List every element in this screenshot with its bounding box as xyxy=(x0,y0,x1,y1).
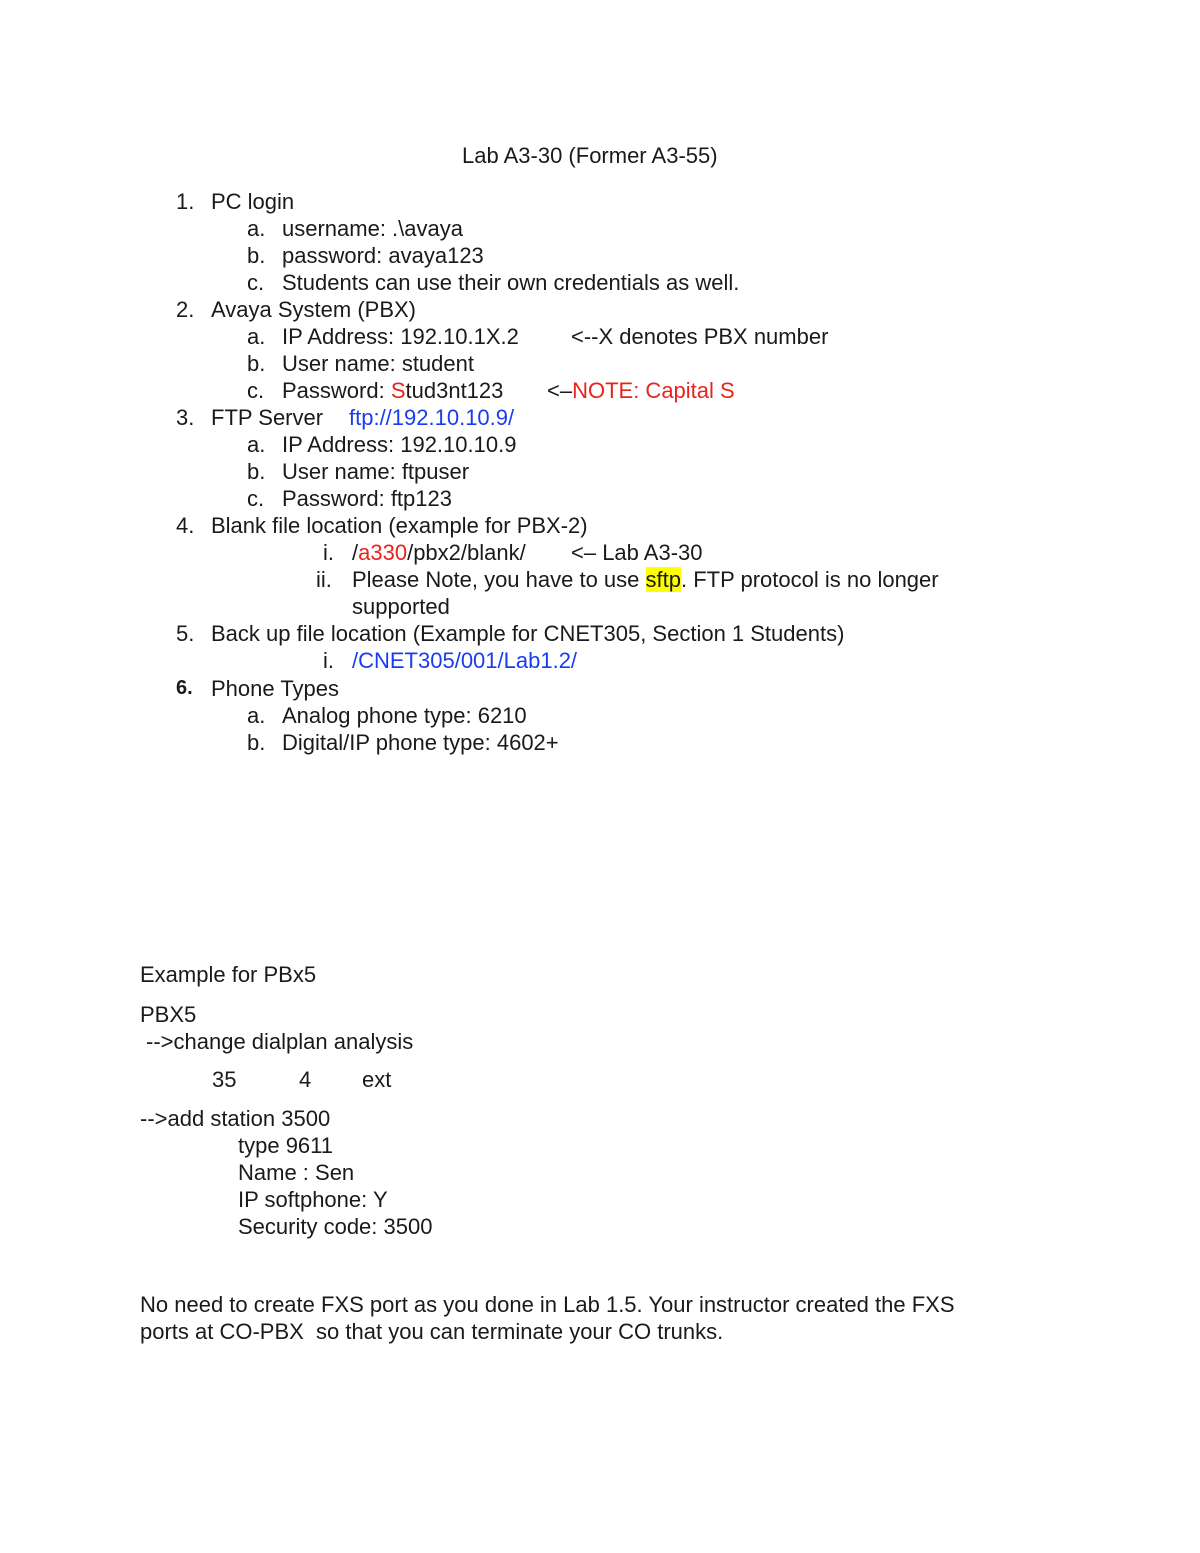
list-number-1: 1. xyxy=(176,189,195,214)
sub-letter-a: a. xyxy=(247,432,266,457)
pbx-password-capital-s: S xyxy=(390,378,406,403)
ftp-user-name: User name: ftpuser xyxy=(282,459,470,484)
sftp-note-pre: Please Note, you have to use xyxy=(352,567,646,592)
dialplan-col-2: 4 xyxy=(299,1067,312,1092)
sub-letter-b: b. xyxy=(247,730,266,755)
pc-password: password: avaya123 xyxy=(282,243,484,268)
digital-phone-type: Digital/IP phone type: 4602+ xyxy=(282,730,559,755)
item-pc-login: PC login xyxy=(211,189,295,214)
pc-username: username: .\avaya xyxy=(282,216,463,241)
list-number-2: 2. xyxy=(176,297,195,322)
list-number-4: 4. xyxy=(176,513,195,538)
example-heading: Example for PBx5 xyxy=(140,962,317,987)
path-rest: /pbx2/blank/ xyxy=(407,540,526,565)
item-phone-types: Phone Types xyxy=(211,676,340,701)
fxs-note-line-2: ports at CO-PBX so that you can terminate your CO trunks. xyxy=(140,1319,724,1344)
dialplan-col-3: ext xyxy=(362,1067,392,1092)
sftp-note-post: . FTP protocol is no longer xyxy=(681,567,939,592)
sub-letter-b: b. xyxy=(247,243,266,268)
path-a330: a330 xyxy=(358,540,408,565)
sftp-highlight: sftp xyxy=(645,567,681,592)
item-backup-file-location: Back up file location (Example for CNET305, Section 1 Students) xyxy=(211,621,845,646)
sub-roman-i: i. xyxy=(323,540,334,565)
ftp-password: Password: ftp123 xyxy=(282,486,452,511)
sub-roman-ii: ii. xyxy=(316,567,332,592)
pc-own-credentials: Students can use their own credentials as well. xyxy=(282,270,740,295)
blank-file-path xyxy=(352,539,526,566)
ftp-server-link[interactable]: ftp://192.10.10.9/ xyxy=(349,405,515,430)
station-type: type 9611 xyxy=(238,1133,334,1158)
arrow-text: <– xyxy=(547,378,573,403)
blank-file-note: <– Lab A3-30 xyxy=(571,540,703,565)
pbx-ip-note: <--X denotes PBX number xyxy=(571,324,829,349)
sub-letter-b: b. xyxy=(247,351,266,376)
analog-phone-type: Analog phone type: 6210 xyxy=(282,703,527,728)
ftp-ip-address: IP Address: 192.10.10.9 xyxy=(282,432,517,457)
page-title: Lab A3-30 (Former A3-55) xyxy=(462,143,718,168)
pbx-password xyxy=(282,377,503,404)
sub-letter-b: b. xyxy=(247,459,266,484)
station-ip-softphone: IP softphone: Y xyxy=(238,1187,388,1212)
example-pbx5: PBX5 xyxy=(140,1002,197,1027)
sub-letter-a: a. xyxy=(247,703,266,728)
backup-path-link[interactable]: /CNET305/001/Lab1.2/ xyxy=(352,648,578,673)
sub-letter-c: c. xyxy=(247,486,265,511)
sftp-note-continued: supported xyxy=(352,594,450,619)
station-security-code: Security code: 3500 xyxy=(238,1214,433,1239)
station-name: Name : Sen xyxy=(238,1160,355,1185)
pbx-password-note xyxy=(547,377,735,404)
path-slash: / xyxy=(352,540,359,565)
sftp-note xyxy=(352,566,939,593)
item-blank-file-location: Blank file location (example for PBX-2) xyxy=(211,513,588,538)
command-add-station: -->add station 3500 xyxy=(140,1106,331,1131)
list-number-5: 5. xyxy=(176,621,195,646)
command-change-dialplan: -->change dialplan analysis xyxy=(146,1029,414,1054)
sub-letter-c: c. xyxy=(247,378,265,403)
pbx-user-name: User name: student xyxy=(282,351,474,376)
sub-letter-c: c. xyxy=(247,270,265,295)
pbx-password-label: Password: xyxy=(282,378,391,403)
item-ftp-server: FTP Server xyxy=(211,405,324,430)
sub-letter-a: a. xyxy=(247,324,266,349)
item-avaya-system: Avaya System (PBX) xyxy=(211,297,416,322)
sub-roman-i: i. xyxy=(323,648,334,673)
list-number-6: 6. xyxy=(176,677,193,699)
fxs-note-line-1: No need to create FXS port as you done in Lab 1.5. Your instructor created the FXS xyxy=(140,1292,955,1317)
pbx-password-rest: tud3nt123 xyxy=(405,378,504,403)
capital-s-note: NOTE: Capital S xyxy=(572,378,735,403)
sub-letter-a: a. xyxy=(247,216,266,241)
pbx-ip-address: IP Address: 192.10.1X.2 xyxy=(282,324,519,349)
dialplan-col-1: 35 xyxy=(212,1067,237,1092)
list-number-3: 3. xyxy=(176,405,195,430)
